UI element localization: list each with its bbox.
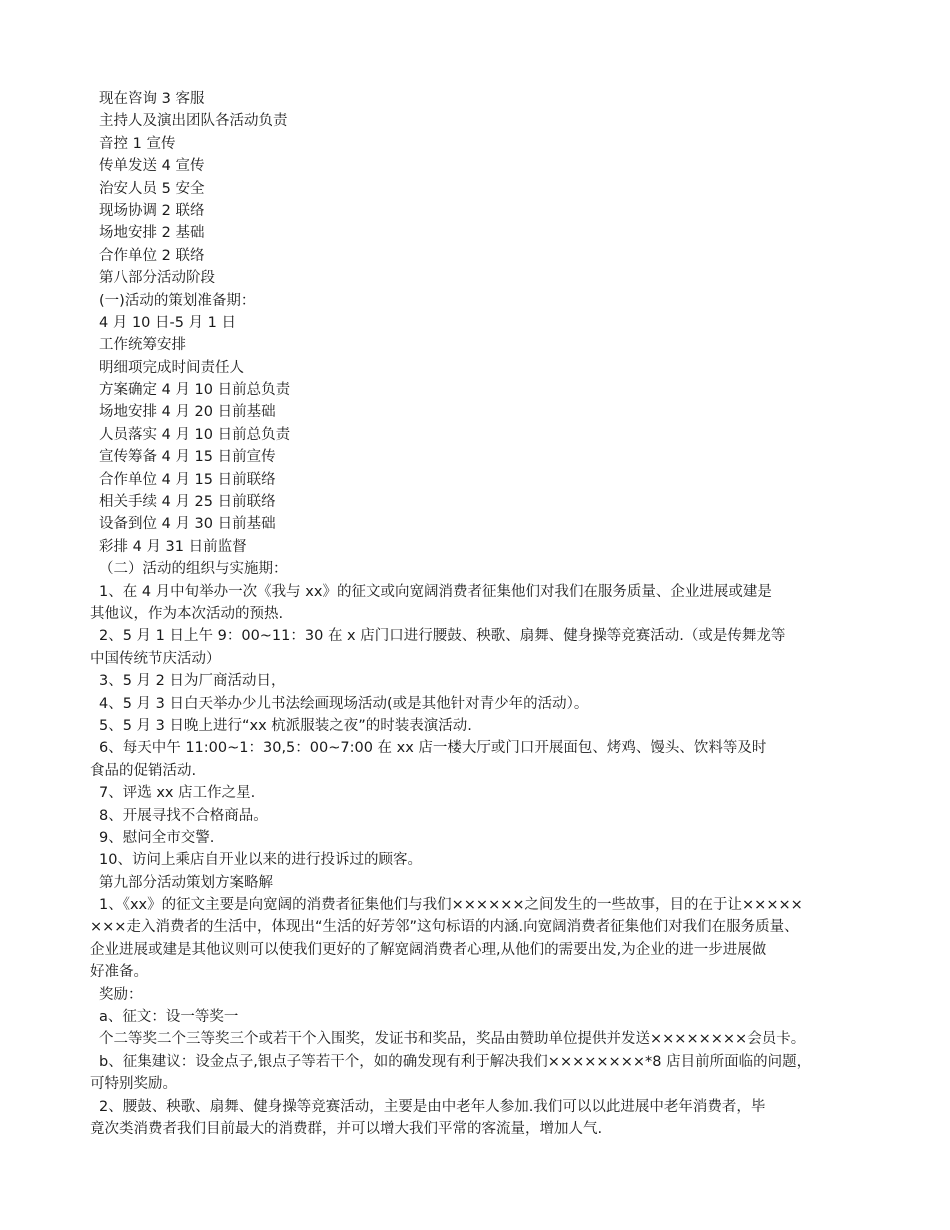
text-line: a、征文：设一等奖一 [99, 1009, 239, 1026]
text-line: 9、慰问全市交警. [99, 829, 215, 846]
text-line: (一)活动的策划准备期： [99, 292, 256, 309]
text-line: 方案确定 4 月 10 日前总负责 [99, 382, 291, 399]
text-line: 场地安排 4 月 20 日前基础 [99, 404, 276, 421]
text-line: 2、腰鼓、秧歌、扇舞、健身操等竞赛活动，主要是由中老年人参加.我们可以以此进展中老年消费者，毕 [99, 1098, 766, 1115]
text-line: ×××走入消费者的生活中，体现出“生活的好芳邻”这句标语的内涵.向宽阔消费者征集他们对我们在服务质量、 [90, 919, 799, 936]
text-line: 主持人及演出团队各活动负责 [99, 113, 288, 130]
text-line: 8、开展寻找不合格商品。 [99, 807, 268, 824]
text-line: 1、《xx》的征文主要是向宽阔的消费者征集他们与我们××××××之间发生的一些故事，目的在于让××××× [99, 897, 803, 914]
text-line: 好准备。 [90, 964, 148, 981]
text-line: 奖励： [99, 986, 143, 1003]
text-line: 1、在 4 月中旬举办一次《我与 xx》的征文或向宽阔消费者征集他们对我们在服务质量、企业进展或建是 [99, 583, 772, 600]
text-line: 工作统筹安排 [99, 337, 186, 354]
text-line: 个二等奖二个三等奖三个或若干个入围奖，发证书和奖品，奖品由赞助单位提供并发送××××××××会员卡。 [99, 1031, 806, 1048]
text-line: 设备到位 4 月 30 日前基础 [99, 516, 276, 533]
text-line: b、征集建议：设金点子,银点子等若干个，如的确发现有利于解决我们××××××××*8 店目前所面临的问题， [99, 1053, 812, 1070]
text-line: 治安人员 5 安全 [99, 180, 205, 197]
text-line: 现在咨询 3 客服 [99, 91, 205, 107]
text-line: 宣传筹备 4 月 15 日前宣传 [99, 449, 276, 466]
text-line: 竟次类消费者我们目前最大的消费群，并可以增大我们平常的客流量，增加人气. [90, 1120, 603, 1137]
text-line: 4 月 10 日-5 月 1 日 [99, 314, 237, 331]
text-line: 彩排 4 月 31 日前监督 [99, 538, 247, 555]
text-line: 7、评选 xx 店工作之星. [99, 785, 256, 802]
text-line: 3、5 月 2 日为厂商活动日， [99, 673, 286, 690]
text-line: 第八部分活动阶段 [99, 270, 215, 287]
text-line: 5、5 月 3 日晚上进行“xx 杭派服装之夜”的时装表演活动. [99, 717, 472, 734]
text-line: 人员落实 4 月 10 日前总负责 [99, 426, 291, 443]
text-line: 现场协调 2 联络 [99, 202, 205, 219]
text-line: 可特别奖励。 [90, 1076, 177, 1093]
text-line: 10、访问上乘店自开业以来的进行投诉过的顾客。 [99, 852, 422, 869]
text-line: 相关手续 4 月 25 日前联络 [99, 494, 276, 511]
text-line: 企业进展或建是其他议则可以使我们更好的了解宽阔消费者心理,从他们的需要出发,为企业的进一步进展做 [90, 941, 767, 958]
text-line: 合作单位 2 联络 [99, 247, 205, 264]
text-line: （二）活动的组织与实施期： [99, 561, 288, 578]
text-line: 场地安排 2 基础 [99, 225, 205, 242]
text-line: 第九部分活动策划方案略解 [99, 874, 273, 891]
text-line: 其他议，作为本次活动的预热. [90, 605, 284, 622]
text-line: 2、5 月 1 日上午 9：00~11：30 在 x 店门口进行腰鼓、秧歌、扇舞、健身操等竞赛活动.（或是传舞龙等 [99, 628, 786, 645]
text-line: 食品的促销活动. [90, 762, 197, 779]
text-line: 传单发送 4 宣传 [99, 158, 205, 175]
text-line: 明细项完成时间责任人 [99, 359, 244, 376]
text-line: 6、每天中午 11:00~1：30,5：00~7:00 在 xx 店一楼大厅或门口开展面包、烤鸡、馒头、饮料等及时 [99, 740, 767, 757]
document-body [90, 88, 865, 1140]
text-line: 4、5 月 3 日白天举办少儿书法绘画现场活动(或是其他针对青少年的活动）。 [99, 695, 589, 712]
text-line: 音控 1 宣传 [99, 135, 176, 152]
text-line: 中国传统节庆活动） [90, 650, 221, 667]
text-line: 合作单位 4 月 15 日前联络 [99, 471, 276, 488]
